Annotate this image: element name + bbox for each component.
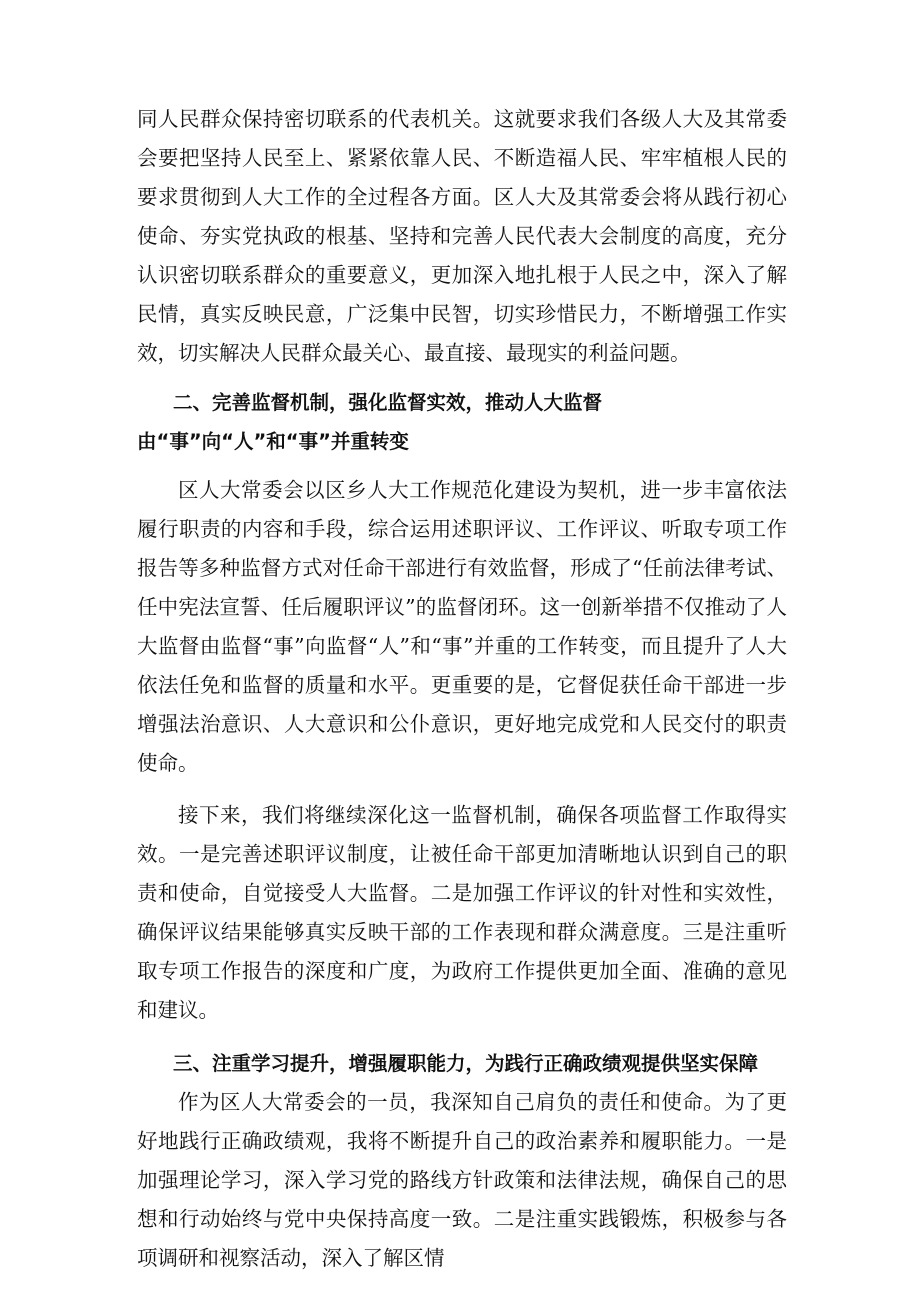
paragraph-3a: 作为区人大常委会的一员，我深知自己肩负的责任和使命。为了更好地践行正确政绩观，我将不断提升自己的政治素养和履职能力。一是加强理论学习，深入学习党的路线方针政策和法律法规，确保自己的思想和行动始终与党中央保持高度一致。二是注重实践锻炼，积极参与各项调研和视察活动，深入了解区情 (137, 1090, 787, 1270)
section-heading-2: 二、完善监督机制，强化监督实效，推动人大监督由“事”向“人”和“事”并重转变 (137, 391, 603, 453)
spacer (137, 373, 787, 383)
paragraph-2a: 区人大常委会以区乡人大工作规范化建设为契机，进一步丰富依法履行职责的内容和手段，综合运用述职评议、工作评议、听取专项工作报告等多种监督方式对任命干部进行有效监督，形成了“任前法律考试、任中宪法宣誓、任后履职评议”的监督闭环。这一创新举措不仅推动了人大监督由监督“事”向监督“人”和“事”并重的工作转变，而且提升了人大依法任免和监督的质量和水平。更重要的是，它督促获任命干部进一步增强法治意识、人大意识和公仆意识，更好地完成党和人民交付的职责使命。 (137, 478, 787, 775)
paragraph-continued: 同人民群众保持密切联系的代表机关。这就要求我们各级人大及其常委会要把坚持人民至上、紧紧依靠人民、不断造福人民、牢牢植根人民的要求贯彻到人大工作的全过程各方面。区人大及其常委会将从践行初心使命、夯实党执政的根基、坚持和完善人民代表大会制度的高度，充分认识密切联系群众的重要意义，更加深入地扎根于人民之中，深入了解民情，真实反映民意，广泛集中民智，切实珍惜民力，不断增强工作实效，切实解决人民群众最关心、最直接、最现实的利益问题。 (137, 107, 787, 365)
document-body (137, 100, 787, 1278)
spacer (137, 1030, 787, 1044)
paragraph-2b: 接下来，我们将继续深化这一监督机制，确保各项监督工作取得实效。一是完善述职评议制度，让被任命干部更加清晰地认识到自己的职责和使命，自觉接受人大监督。二是加强工作评议的针对性和实效性，确保评议结果能够真实反映干部的工作表现和群众满意度。三是注重听取专项工作报告的深度和广度，为政府工作提供更加全面、准确的意见和建议。 (137, 803, 787, 1022)
spacer (137, 783, 787, 796)
section-heading-3: 三、注重学习提升，增强履职能力，为践行正确政绩观提供坚实保障 (173, 1052, 759, 1075)
spacer (137, 461, 787, 471)
